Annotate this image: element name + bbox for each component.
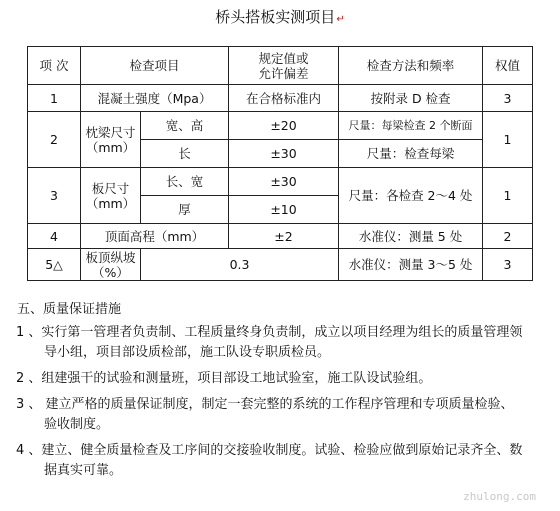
check-item: 混凝土强度（Mpa） xyxy=(81,85,229,112)
row-number: 3 xyxy=(28,168,81,224)
spec-value: 0.3 xyxy=(141,249,339,281)
header-cell: 检查项目 xyxy=(81,47,229,85)
list-item: 2 、组建强干的试验和测量班，项目部设工地试验室，施工队设试验组。 xyxy=(16,371,432,386)
weight-value: 3 xyxy=(483,85,533,112)
weight-value: 3 xyxy=(483,249,533,281)
watermark: zhulong.com xyxy=(463,490,536,503)
sub-item: 长 xyxy=(141,140,229,168)
inspection-table xyxy=(27,46,533,281)
check-method: 尺量：各检查 2～4 处 xyxy=(339,168,483,224)
quality-assurance-section xyxy=(0,300,560,487)
spec-value: ±30 xyxy=(229,168,339,196)
table-row xyxy=(28,168,533,196)
sub-item: 宽、高 xyxy=(141,112,229,140)
weight-value: 2 xyxy=(483,224,533,249)
check-method: 尺量：每梁检查 2 个断面 xyxy=(339,112,483,140)
spec-value: ±30 xyxy=(229,140,339,168)
table-row xyxy=(28,112,533,140)
spec-value: ±20 xyxy=(229,112,339,140)
check-item: 板尺寸（mm） xyxy=(81,168,141,224)
table-row xyxy=(28,224,533,249)
row-number: 2 xyxy=(28,112,81,168)
header-cell: 项 次 xyxy=(28,47,81,85)
header-cell: 规定值或 允许偏差 xyxy=(229,47,339,85)
table-header-row xyxy=(28,47,533,85)
list-item: 3 、 建立严格的质量保证制度，制定一套完整的系统的工作程序管理和专项质量检验、验收制度。 xyxy=(16,397,514,432)
check-item: 枕梁尺寸（mm） xyxy=(81,112,141,168)
section-heading: 五、质量保证措施 xyxy=(17,302,122,317)
check-method: 水准仪：测量 3～5 处 xyxy=(339,249,483,281)
header-cell: 检查方法和频率 xyxy=(339,47,483,85)
check-method: 按附录 D 检查 xyxy=(339,85,483,112)
table-row xyxy=(28,249,533,281)
check-item: 板顶纵坡（%） xyxy=(81,249,141,281)
weight-value: 1 xyxy=(483,112,533,168)
check-method: 尺量：检查每梁 xyxy=(339,140,483,168)
table-row xyxy=(28,85,533,112)
spec-value: ±10 xyxy=(229,196,339,224)
check-item: 顶面高程（mm） xyxy=(81,224,229,249)
spec-value: 在合格标准内 xyxy=(229,85,339,112)
row-number: 4 xyxy=(28,224,81,249)
list-item: 4 、建立、健全质量检查及工序间的交接验收制度。试验、检验应做到原始记录齐全、数据真实可靠。 xyxy=(16,443,523,478)
sub-item: 厚 xyxy=(141,196,229,224)
sub-item: 长、宽 xyxy=(141,168,229,196)
row-number: 1 xyxy=(28,85,81,112)
document-title: 桥头搭板实测项目↵ xyxy=(215,8,345,26)
spec-value: ±2 xyxy=(229,224,339,249)
list-item: 1 、实行第一管理者负责制、工程质量终身负责制，成立以项目经理为组长的质量管理领导小组，项目部设质检部，施工队设专职质检员。 xyxy=(16,325,523,360)
check-method: 水准仪：测量 5 处 xyxy=(339,224,483,249)
header-cell: 权值 xyxy=(483,47,533,85)
weight-value: 1 xyxy=(483,168,533,224)
row-number: 5△ xyxy=(28,249,81,281)
